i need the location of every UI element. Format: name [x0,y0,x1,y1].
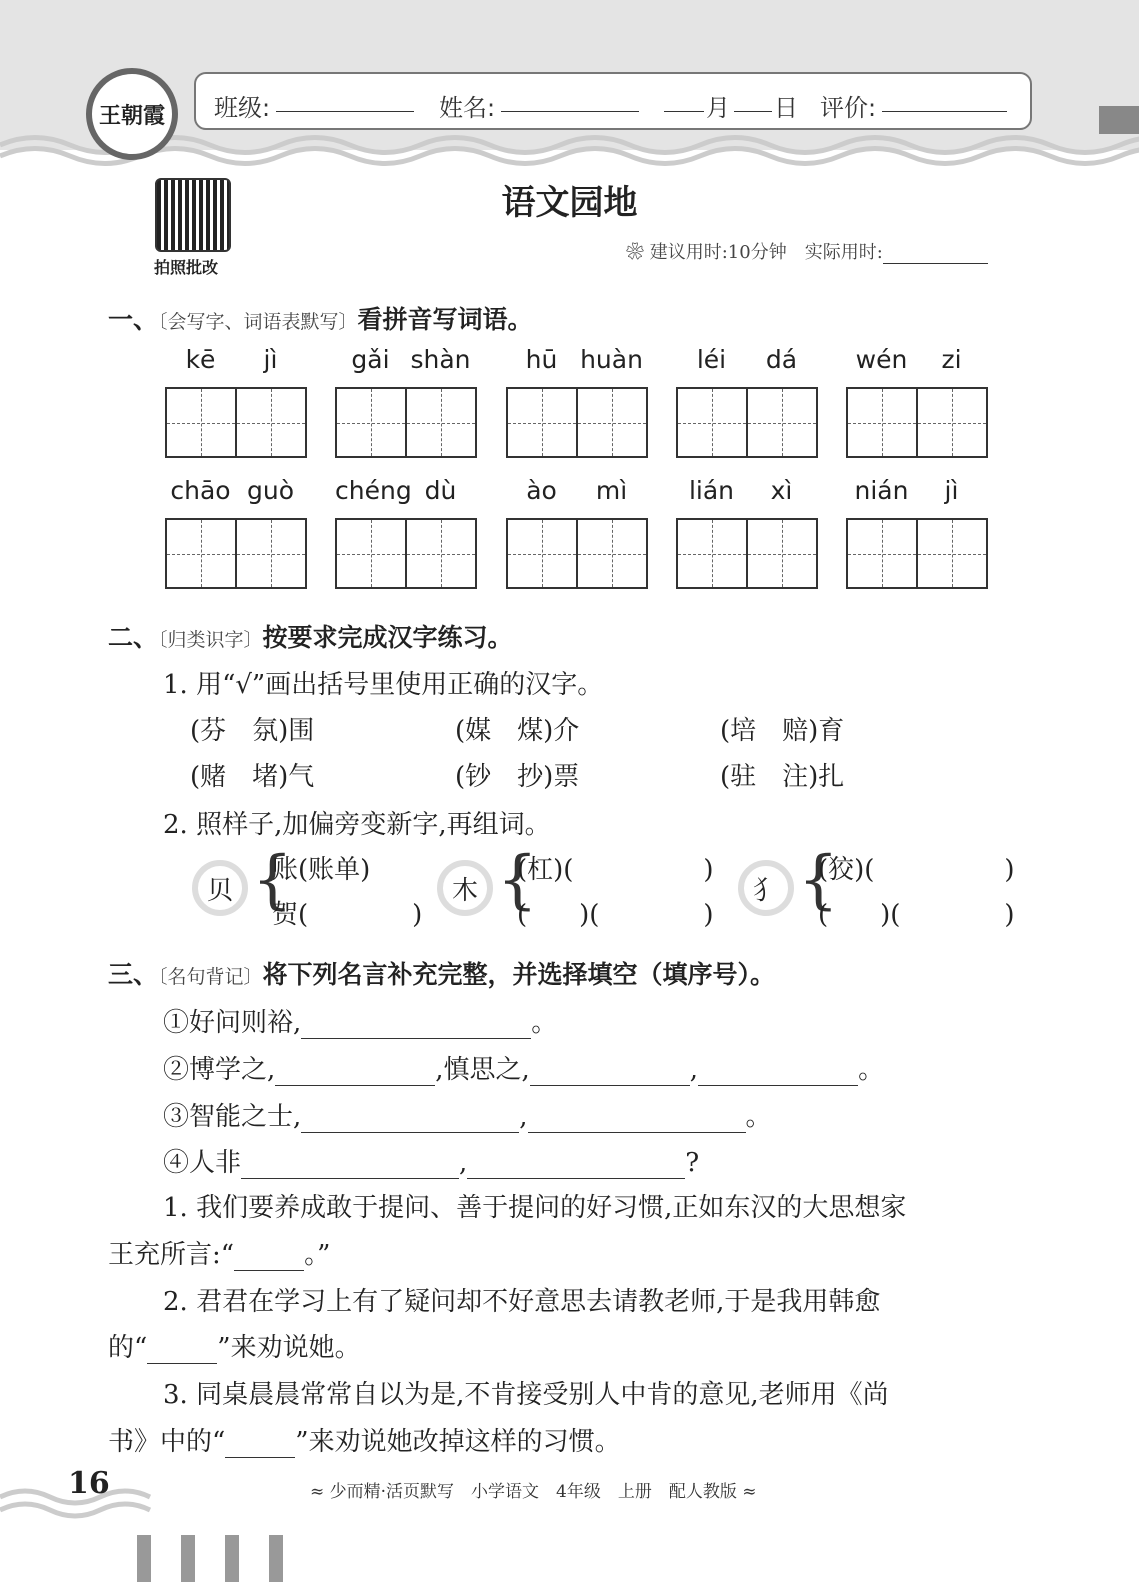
radical-line[interactable]: (杠)( ) [517,855,714,885]
side-tab [1099,106,1139,134]
writing-cell[interactable] [167,389,237,456]
name-label: 姓名: [439,94,496,122]
actual-time-field[interactable] [883,244,988,264]
paragraph-2-cont: 的“ ”来劝说她。 [108,1333,361,1363]
pinyin-label: xì [770,476,793,505]
pinyin-label: kē [185,345,216,374]
quote-2: ②博学之, ,慎思之, , 。 [163,1055,885,1085]
student-info-box [194,72,1032,130]
section-3-heading: 三、〔名句背记〕将下列名言补充完整，并选择填空（填序号）。 [108,960,776,989]
writing-cell[interactable] [578,520,646,587]
pinyin-label: nián [854,476,909,505]
writing-cell[interactable] [407,389,475,456]
writing-cell[interactable] [167,520,237,587]
class-field[interactable] [276,88,414,112]
brace-icon: { [497,843,538,917]
tianzige-grid[interactable] [846,387,988,458]
radical-line[interactable]: ( )( ) [517,900,714,930]
tianzige-grid[interactable] [165,387,307,458]
radical-circle: 犭 [738,860,794,916]
choice-item[interactable]: (钞 抄)票 [455,762,580,792]
pinyin-label: jì [944,476,959,505]
writing-cell[interactable] [678,389,748,456]
radical-line[interactable]: 账(账单) [272,855,371,885]
pinyin-label: zi [941,345,962,374]
choice-item[interactable]: (培 赔)育 [720,716,845,746]
day-field[interactable] [734,88,772,112]
blank[interactable] [467,1153,685,1179]
s2-question-1: 1. 用“√”画出括号里使用正确的汉字。 [163,670,604,700]
s2-question-2: 2. 照样子,加偏旁变新字,再组词。 [163,810,551,840]
timing: ❀ 建议用时:10分钟 实际用时: [626,238,988,264]
tianzige-grid[interactable] [846,518,988,589]
blank[interactable] [301,1107,519,1133]
writing-cell[interactable] [918,389,986,456]
tianzige-grid[interactable] [506,518,648,589]
month-field[interactable] [664,88,704,112]
writing-cell[interactable] [337,520,407,587]
writing-cell[interactable] [508,389,578,456]
pinyin-label: jì [263,345,278,374]
pinyin-label: wén [855,345,908,374]
blank[interactable] [530,1060,690,1086]
brace-icon: { [798,843,839,917]
qr-label: 拍照批改 [154,258,219,277]
pinyin-label: lián [688,476,735,505]
choice-item[interactable]: (媒 煤)介 [455,716,580,746]
writing-cell[interactable] [237,389,305,456]
bar-mark [181,1535,195,1582]
pinyin-label: dù [424,476,457,505]
blank[interactable] [528,1107,746,1133]
pinyin-label: guò [246,476,294,505]
writing-cell[interactable] [748,520,816,587]
tianzige-grid[interactable] [676,518,818,589]
pinyin-label: dá [765,345,798,374]
writing-cell[interactable] [407,520,475,587]
radical-circle: 木 [437,860,493,916]
paragraph-1-cont: 王充所言:“ 。” [108,1240,331,1270]
pinyin-label: gǎi [351,345,390,374]
radical-line[interactable]: (狡)( ) [818,855,1015,885]
blank[interactable] [147,1338,217,1364]
blank[interactable] [698,1060,858,1086]
quote-3: ③智能之士, , 。 [163,1102,772,1132]
writing-cell[interactable] [678,520,748,587]
paragraph-3: 3. 同桌晨晨常常自以为是,不肯接受别人中肯的意见,老师用《尚 [163,1380,889,1410]
pinyin-label: chéng [335,476,412,505]
choice-item[interactable]: (赌 堵)气 [190,762,315,792]
page-number: 16 [68,1466,110,1501]
bar-mark [137,1535,151,1582]
pinyin-label: chāo [170,476,231,505]
flower-icon: ❀ [626,242,644,263]
bar-mark [225,1535,239,1582]
writing-cell[interactable] [508,520,578,587]
tianzige-grid[interactable] [506,387,648,458]
tianzige-grid[interactable] [676,387,818,458]
pinyin-label: shàn [410,345,471,374]
tianzige-grid[interactable] [335,518,477,589]
quote-4: ④人非 , ? [163,1148,700,1178]
writing-cell[interactable] [237,520,305,587]
eval-field[interactable] [882,88,1007,112]
radical-line[interactable]: ( )( ) [818,900,1015,930]
blank[interactable] [234,1245,304,1271]
class-label: 班级: [214,94,271,122]
writing-cell[interactable] [848,520,918,587]
page-title: 语文园地 [501,183,638,223]
day-label: 日 [774,94,798,122]
paragraph-3-cont: 书》中的“ ”来劝说她改掉这样的习惯。 [108,1427,621,1457]
section-2-heading: 二、〔归类识字〕按要求完成汉字练习。 [108,623,513,652]
tianzige-grid[interactable] [165,518,307,589]
pinyin-label: léi [696,345,727,374]
writing-cell[interactable] [918,520,986,587]
quote-1: ①好问则裕, 。 [163,1008,558,1038]
blank[interactable] [241,1153,459,1179]
eval-label: 评价: [820,94,877,122]
pinyin-label: mì [595,476,628,505]
blank[interactable] [301,1013,531,1039]
tianzige-grid[interactable] [335,387,477,458]
radical-circle: 贝 [192,860,248,916]
paragraph-1: 1. 我们要养成敢于提问、善于提问的好习惯,正如东汉的大思想家 [163,1193,907,1223]
footer-text: ≈ 少而精·活页默写 小学语文 4年级 上册 配人教版 ≈ [310,1482,757,1502]
blank[interactable] [225,1432,295,1458]
pinyin-label: huàn [580,345,643,374]
bar-mark [269,1535,283,1582]
blank[interactable] [275,1060,435,1086]
writing-cell[interactable] [578,389,646,456]
pinyin-label: hū [525,345,558,374]
radical-line[interactable]: 贺( ) [272,900,423,930]
section-1-heading: 一、〔会写字、词语表默写〕看拼音写词语。 [108,305,533,334]
brace-icon: { [252,843,293,917]
month-label: 月 [706,94,730,122]
choice-item[interactable]: (芬 氛)围 [190,716,315,746]
writing-cell[interactable] [748,389,816,456]
brand-logo: 王朝霞 [86,68,178,160]
name-field[interactable] [501,88,639,112]
writing-cell[interactable] [337,389,407,456]
paragraph-2: 2. 君君在学习上有了疑问却不好意思去请教老师,于是我用韩愈 [163,1287,881,1317]
writing-cell[interactable] [848,389,918,456]
choice-item[interactable]: (驻 注)扎 [720,762,845,792]
pinyin-label: ào [526,476,557,505]
